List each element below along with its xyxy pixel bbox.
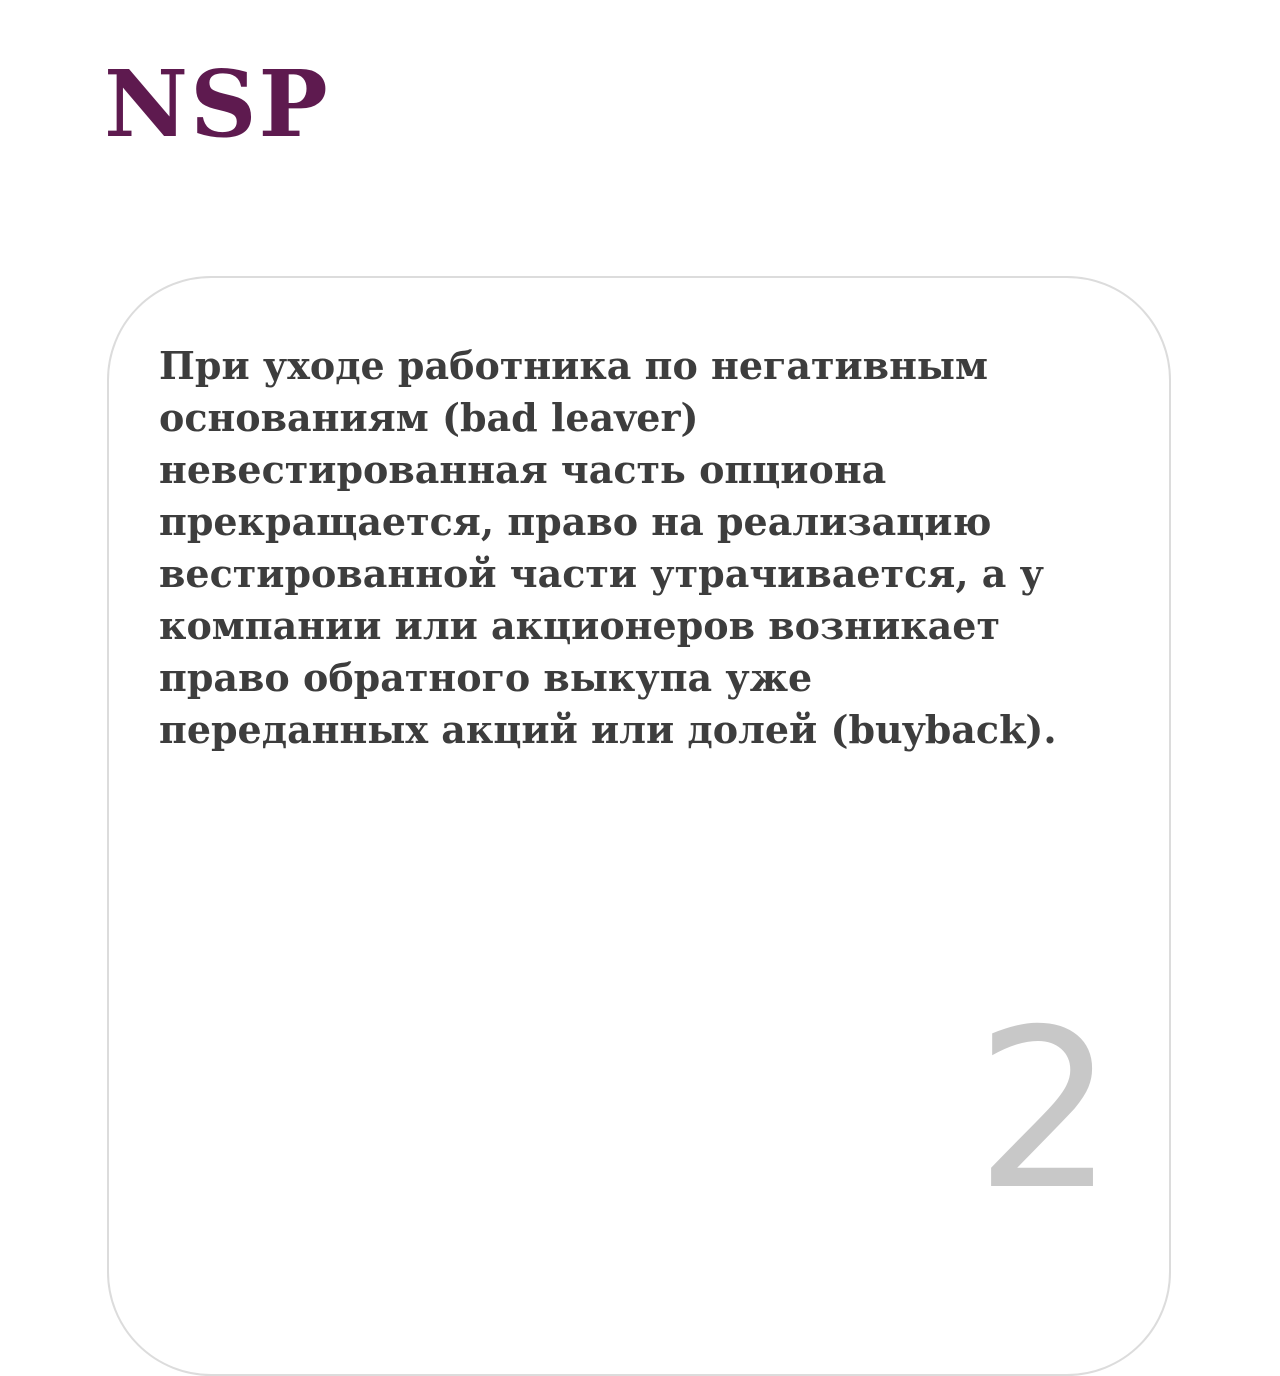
content-card bbox=[107, 276, 1171, 1376]
card-body-text: При уходе работника по негативным основаниям (bad leaver) невестированная часть опциона прекращается, право на реализацию вестированной части утрачивается, а у компании или акционеров возникает право обратного выкупа уже переданных акций или долей (buyback). bbox=[159, 343, 1057, 752]
page-number: 2 bbox=[975, 982, 1115, 1238]
nsp-logo: NSP bbox=[104, 50, 330, 158]
